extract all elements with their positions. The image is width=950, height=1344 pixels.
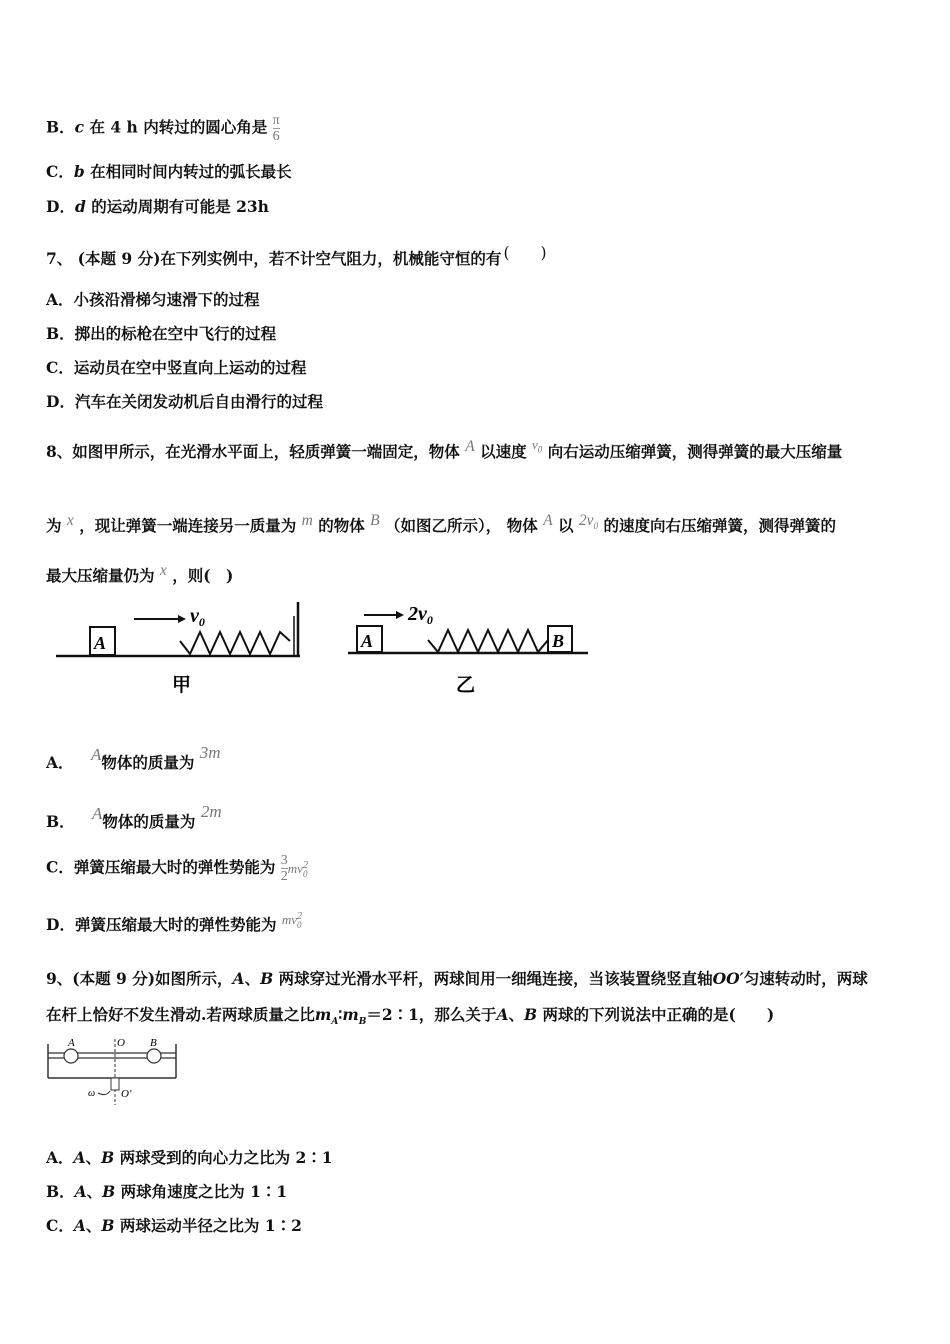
q9-rod-figure <box>46 1035 186 1107</box>
svg-text:乙: 乙 <box>456 675 476 696</box>
q7-option-b: B．掷出的标枪在空中飞行的过程 <box>46 324 277 343</box>
q8-spring-figure <box>50 596 595 700</box>
figure-yi <box>348 603 588 696</box>
q7-option-d: D．汽车在关闭发动机后自由滑行的过程 <box>46 392 323 411</box>
q6-option-c: C．b 在相同时间内转过的弧长最长 <box>46 162 292 181</box>
q6-option-d: D．d 的运动周期有可能是 23h <box>46 197 269 216</box>
q7-option-a: A．小孩沿滑梯匀速滑下的过程 <box>46 290 260 309</box>
q8-option-d: D．弹簧压缩最大时的弹性势能为 $^{mv 2 0}$ <box>46 911 303 934</box>
ball-a <box>64 1049 78 1063</box>
q8-stem-line2: 为 x ，现让弹簧一端连接另一质量为 m 的物体 B （如图乙所示）， 物体 A 以 $2v_0$ 的速度向右压缩弹簧，测得弹簧的 <box>46 512 836 535</box>
q9-option-b: B．A、B 两球角速度之比为 1∶1 <box>46 1182 288 1201</box>
label-2v0: $2v_0$ <box>408 603 433 627</box>
q6-option-b: B．c 在 4 h 内转过的圆心角是 $\frac{\pi}{6}$ <box>46 113 280 144</box>
spring-jia <box>180 632 290 654</box>
svg-text:ω: ω <box>88 1088 96 1099</box>
q8-stem-line1: 8、如图甲所示，在光滑水平面上，轻质弹簧一端固定，物体 A 以速度 $^{v_0}$ 向右运动压缩弹簧，测得弹簧的最大压缩量 <box>46 437 843 461</box>
figure-jia <box>56 602 300 696</box>
svg-text:甲: 甲 <box>172 675 192 696</box>
q9-stem-line1: 9、(本题 9 分)如图所示，A、B 两球穿过光滑水平杆，两球间用一细绳连接，当该装置绕竖直轴OO′匀速转动时，两球 <box>46 969 868 988</box>
q9-option-a: A．A、B 两球受到的向心力之比为 2∶1 <box>46 1148 333 1167</box>
svg-text:B: B <box>150 1037 157 1049</box>
q9-stem-line2: 在杆上恰好不发生滑动.若两球质量之比$m_A∶m_B=2∶1$，那么关于A、B 两球的下列说法中正确的是( ) <box>46 1005 775 1028</box>
svg-text:O′: O′ <box>121 1088 132 1100</box>
q8-option-a: A． A物体的质量为 3m <box>46 743 221 772</box>
q8-option-c: C．弹簧压缩最大时的弹性势能为 $\frac{3}{2}$ mv 2 0 <box>46 853 308 884</box>
svg-text:A: A <box>94 633 107 653</box>
svg-text:A: A <box>361 631 374 651</box>
q7-stem: 7、 (本题 9 分)在下列实例中，若不计空气阻力，机械能守恒的有 ( ) <box>46 244 547 268</box>
fraction-three-halves: $\frac{3}{2}$ <box>280 853 288 884</box>
svg-text:A: A <box>68 1037 75 1049</box>
q8-stem-line3: 最大压缩量仍为 x ，则( ) <box>46 562 234 585</box>
svg-text:B: B <box>552 631 565 651</box>
q9-option-c: C．A、B 两球运动半径之比为 1∶2 <box>46 1216 302 1235</box>
svg-text:O: O <box>117 1037 125 1049</box>
label-v0: $v_0$ <box>190 605 205 629</box>
q8-option-b: B． A物体的质量为 2m <box>46 802 222 831</box>
q7-option-c: C．运动员在空中竖直向上运动的过程 <box>46 358 307 377</box>
fraction-pi-over-6: $\frac{\pi}{6}$ <box>272 113 280 144</box>
spring-yi <box>428 630 548 652</box>
ball-b <box>147 1049 161 1063</box>
